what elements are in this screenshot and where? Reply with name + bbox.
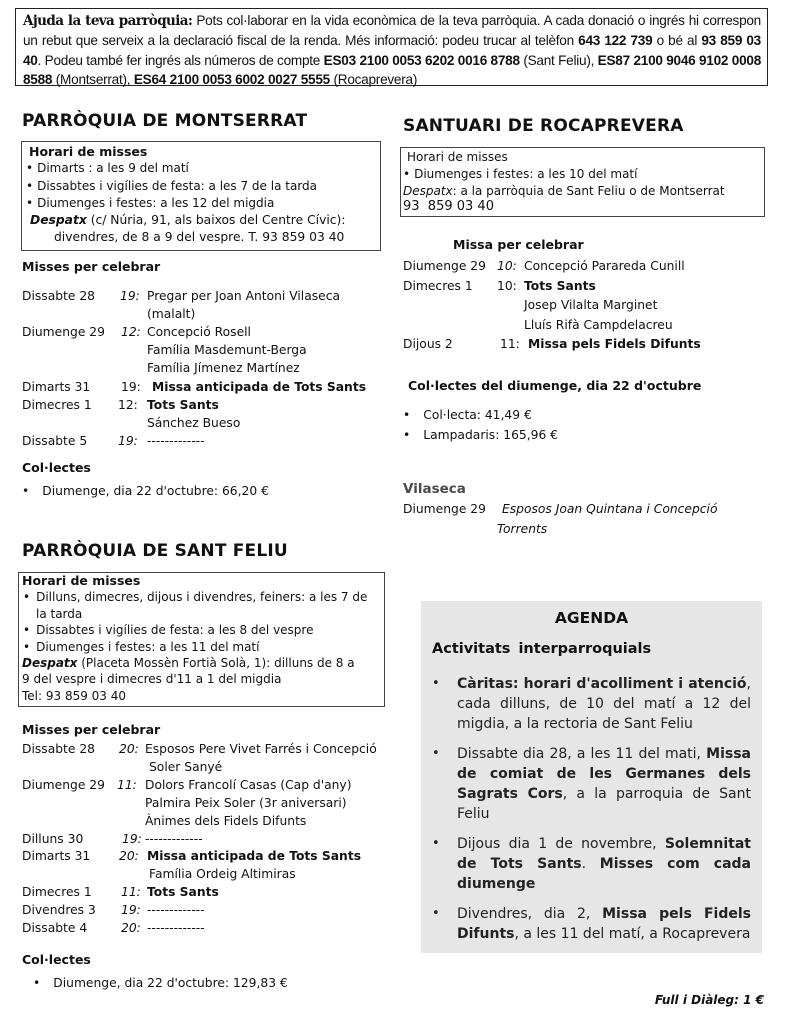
donation-text: . Podeu també fer ingrés als números de compte xyxy=(37,52,324,68)
agenda-item-highlight: Missa pels Fidels Difunts xyxy=(457,906,751,942)
santfeliu-title: PARRÒQUIA DE SANT FELIU xyxy=(22,541,288,561)
mass-intention: Família Ordeig Altimiras xyxy=(149,867,296,882)
mass-day: Dilluns 30 xyxy=(22,831,84,846)
collection-text: Diumenge, dia 22 d'octubre: 66,20 € xyxy=(42,484,269,498)
agenda-box xyxy=(421,601,762,953)
mass-intention: Tots Sants xyxy=(524,278,596,293)
rocaprevera-schedule-box xyxy=(400,147,765,217)
mass-intention: Dolors Francolí Casas (Cap d'any) xyxy=(145,777,352,792)
mass-day: Dissabte 28 xyxy=(22,289,95,303)
agenda-item xyxy=(430,674,751,734)
mass-time: 11: xyxy=(117,777,137,792)
vilaseca-intention: Torrents xyxy=(497,522,548,536)
mass-day: Dissabte 4 xyxy=(22,921,88,935)
mass-intention: Sánchez Bueso xyxy=(147,415,241,430)
mass-intention: (malalt) xyxy=(147,307,196,322)
mass-intention: Tots Sants xyxy=(147,885,219,900)
mass-day: Dimecres 1 xyxy=(22,397,92,412)
collection-item: • Lampadaris: 165,96 € xyxy=(403,428,559,442)
schedule-item: • Dilluns, dimecres, dijous i divendres, feiners: a les 7 de xyxy=(23,590,368,605)
mass-intention: Missa pels Fidels Difunts xyxy=(528,337,701,352)
mass-intention: Tots Sants xyxy=(147,397,219,412)
mass-intention: Concepció Rosell xyxy=(147,325,251,340)
schedule-heading: Horari de misses xyxy=(29,144,148,159)
office-label: Despatx xyxy=(22,656,78,671)
donation-info-box xyxy=(15,8,768,86)
vilaseca-heading: Vilaseca xyxy=(403,481,466,497)
schedule-item-text: Dissabtes i vigílies de festa: a les 8 del vespre xyxy=(36,623,314,638)
agenda-item-highlight: Càritas: horari d'acolliment i atenció xyxy=(457,676,747,692)
donation-lead: Ajuda la teva parròquia: xyxy=(23,13,193,29)
mass-time: 19: xyxy=(120,289,140,303)
footer-price: Full i Diàleg: 1 € xyxy=(654,993,764,1007)
mass-day: Dimarts 31 xyxy=(22,849,91,864)
donation-text: Pots col·laborar en la vida econòmica de la teva parròquia. A cada donació o ingrés hi correspon un rebut que serveix a la declaració fiscal de la renda. Més informació: podeu trucar al telèfon xyxy=(23,13,761,49)
collections-heading: Col·lectes xyxy=(22,460,91,475)
mass-intention: ------------- xyxy=(145,831,203,846)
mass-intention: Ànimes dels Fidels Difunts xyxy=(145,813,307,828)
santfeliu-schedule-box xyxy=(18,572,385,707)
montserrat-schedule-box xyxy=(21,141,381,251)
agenda-item-text: , a la parroquia de Sant Feliu xyxy=(457,786,752,822)
mass-time: 19: xyxy=(121,379,141,394)
agenda-item-highlight: Solemnitat de Tots Sants xyxy=(457,836,751,872)
montserrat-title: PARRÒQUIA DE MONTSERRAT xyxy=(22,111,308,131)
schedule-item-text: Dilluns, dimecres, dijous i divendres, feiners: a les 7 de xyxy=(36,590,368,605)
mass-intention: Concepció Parareda Cunill xyxy=(524,259,685,273)
mass-time: 10: xyxy=(497,259,517,273)
phone-number: 93 859 03 40 xyxy=(23,33,761,68)
agenda-title: AGENDA xyxy=(554,609,629,627)
office-text: (c/ Núria, 91, als baixos del Centre Cívic): xyxy=(86,213,346,228)
agenda-item-text: . xyxy=(581,856,600,872)
agenda-item xyxy=(430,834,751,894)
mass-day: Diumenge 29 xyxy=(403,259,486,273)
agenda-item-text: Dijous dia 1 de novembre, xyxy=(457,836,665,852)
collections-heading: Col·lectes xyxy=(22,952,91,967)
mass-time: 20: xyxy=(121,921,141,935)
office-phone: Tel: 93 859 03 40 xyxy=(22,688,127,703)
mass-time: 20: xyxy=(119,849,139,864)
agenda-item-text: , a les 11 del matí, a Rocaprevera xyxy=(514,926,751,942)
mass-intention: Palmira Peix Soler (3r aniversari) xyxy=(145,795,347,810)
schedule-heading: Horari de misses xyxy=(22,573,141,588)
agenda-item xyxy=(430,744,751,824)
agenda-item-text: Dissabte dia 28, a les 11 del mati, xyxy=(457,746,707,762)
mass-time: 12: xyxy=(121,325,141,340)
mass-time: 19: xyxy=(118,433,138,448)
mass-day: Diumenge 29 xyxy=(22,325,105,340)
agenda-item-highlight: Missa de comiat de les Germanes dels Sagrats Cors xyxy=(457,746,751,802)
schedule-item-text: Diumenges i festes: a les 11 del matí xyxy=(36,639,260,654)
mass-intention: ------------- xyxy=(147,921,205,935)
collection-item: • Diumenge, dia 22 d'octubre: 129,83 € xyxy=(33,976,288,990)
mass-time: 11: xyxy=(500,337,520,352)
office-label: Despatx xyxy=(30,213,87,228)
mass-time: 12: xyxy=(118,397,138,412)
collection-item: • Col·lecta: 41,49 € xyxy=(403,408,532,422)
office-text: (Placeta Mossèn Fortià Solà, 1): dilluns de 8 a xyxy=(77,656,355,671)
mass-day: Dimecres 1 xyxy=(22,885,92,900)
mass-intention: Pregar per Joan Antoni Vilaseca xyxy=(147,289,341,303)
mass-day: Diumenge 29 xyxy=(22,777,105,792)
schedule-item: • Diumenges i festes: a les 12 del migdia xyxy=(26,195,380,212)
collections-heading: Col·lectes del diumenge, dia 22 d'octubre xyxy=(408,378,702,393)
account-label: (Montserrat), xyxy=(52,71,134,87)
masses-heading: Misses per celebrar xyxy=(22,722,161,737)
mass-time: 19: xyxy=(122,831,142,846)
office-info xyxy=(26,212,380,229)
account-label: (Sant Feliu), xyxy=(519,52,598,68)
masses-heading: Missa per celebrar xyxy=(453,237,584,252)
mass-intention: ------------- xyxy=(147,903,205,918)
office-hours: 9 del vespre i dimecres d'11 a 1 del migdia xyxy=(22,672,282,687)
office-label: Despatx xyxy=(403,183,453,198)
schedule-item: • Diumenges i festes: a les 11 del matí xyxy=(23,639,260,654)
schedule-item: • Dissabtes i vigílies de festa: a les 7 de la tarda xyxy=(26,178,380,195)
mass-intention: Lluís Rifà Campdelacreu xyxy=(524,317,673,332)
schedule-heading: Horari de misses xyxy=(407,150,508,164)
mass-time: 19: xyxy=(121,903,141,918)
collection-text: Diumenge, dia 22 d'octubre: 129,83 € xyxy=(53,976,288,990)
mass-intention: Família Jímenez Martínez xyxy=(147,361,300,376)
agenda-subtitle: Activitats interparroquials xyxy=(432,641,652,657)
mass-time: 10: xyxy=(497,278,517,293)
mass-day: Dijous 2 xyxy=(403,337,453,352)
agenda-list xyxy=(430,674,751,954)
donation-text: o bé al xyxy=(652,33,702,49)
office-text: : a la parròquia de Sant Feliu o de Montserrat xyxy=(452,183,725,198)
agenda-item-text: Divendres, dia 2, xyxy=(457,906,603,922)
office-info xyxy=(403,183,764,200)
collection-item: • Diumenge, dia 22 d'octubre: 66,20 € xyxy=(22,484,269,498)
account-number: ES87 2100 9046 9102 0008 8588 xyxy=(23,52,762,87)
mass-intention: Missa anticipada de Tots Sants xyxy=(152,379,367,394)
phone-number: 643 122 739 xyxy=(578,33,653,49)
collection-text: Lampadaris: 165,96 € xyxy=(423,428,559,442)
mass-day: Dissabte 28 xyxy=(22,742,95,756)
mass-intention: Soler Sanyé xyxy=(149,759,223,774)
mass-intention: ------------- xyxy=(147,433,205,448)
agenda-item-highlight: Misses com cada diumenge xyxy=(457,856,751,892)
mass-time: 20: xyxy=(119,742,139,756)
schedule-item: • Dimarts : a les 9 del matí xyxy=(26,160,380,177)
schedule-item-cont: la tarda xyxy=(36,606,83,621)
schedule-item: • Diumenges i festes: a les 10 del matí xyxy=(403,166,764,183)
masses-heading: Misses per celebrar xyxy=(22,259,161,274)
mass-day: Dimarts 31 xyxy=(22,379,91,394)
mass-intention: Esposos Pere Vivet Farrés i Concepció xyxy=(145,742,377,756)
mass-day: Dissabte 5 xyxy=(22,433,88,448)
office-phone: 93 859 03 40 xyxy=(403,199,494,215)
vilaseca-day: Diumenge 29 xyxy=(403,502,486,516)
mass-intention: Missa anticipada de Tots Sants xyxy=(147,849,362,864)
rocaprevera-title: SANTUARI DE ROCAPREVERA xyxy=(403,116,684,136)
agenda-item xyxy=(430,904,751,944)
vilaseca-intention: Esposos Joan Quintana i Concepció xyxy=(502,502,718,516)
mass-intention: Família Masdemunt-Berga xyxy=(147,343,307,358)
account-label: (Rocaprevera) xyxy=(329,71,418,87)
mass-time: 11: xyxy=(121,885,141,900)
account-number: ES64 2100 0053 6002 0027 5555 xyxy=(133,71,330,87)
office-hours: divendres, de 8 a 9 del vespre. T. 93 859 03 40 xyxy=(54,230,345,245)
account-number: ES03 2100 0053 6202 0016 8788 xyxy=(323,52,520,68)
schedule-item: • Dissabtes i vigílies de festa: a les 8 del vespre xyxy=(23,623,314,638)
collection-text: Col·lecta: 41,49 € xyxy=(423,408,532,422)
agenda-item-text: , cada dilluns, de 10 del matí a 12 del migdia, a la rectoria de Sant Feliu xyxy=(457,676,751,732)
mass-day: Divendres 3 xyxy=(22,903,96,918)
mass-intention: Josep Vilalta Marginet xyxy=(524,298,658,313)
mass-day: Dimecres 1 xyxy=(403,278,473,293)
office-info xyxy=(22,655,384,671)
